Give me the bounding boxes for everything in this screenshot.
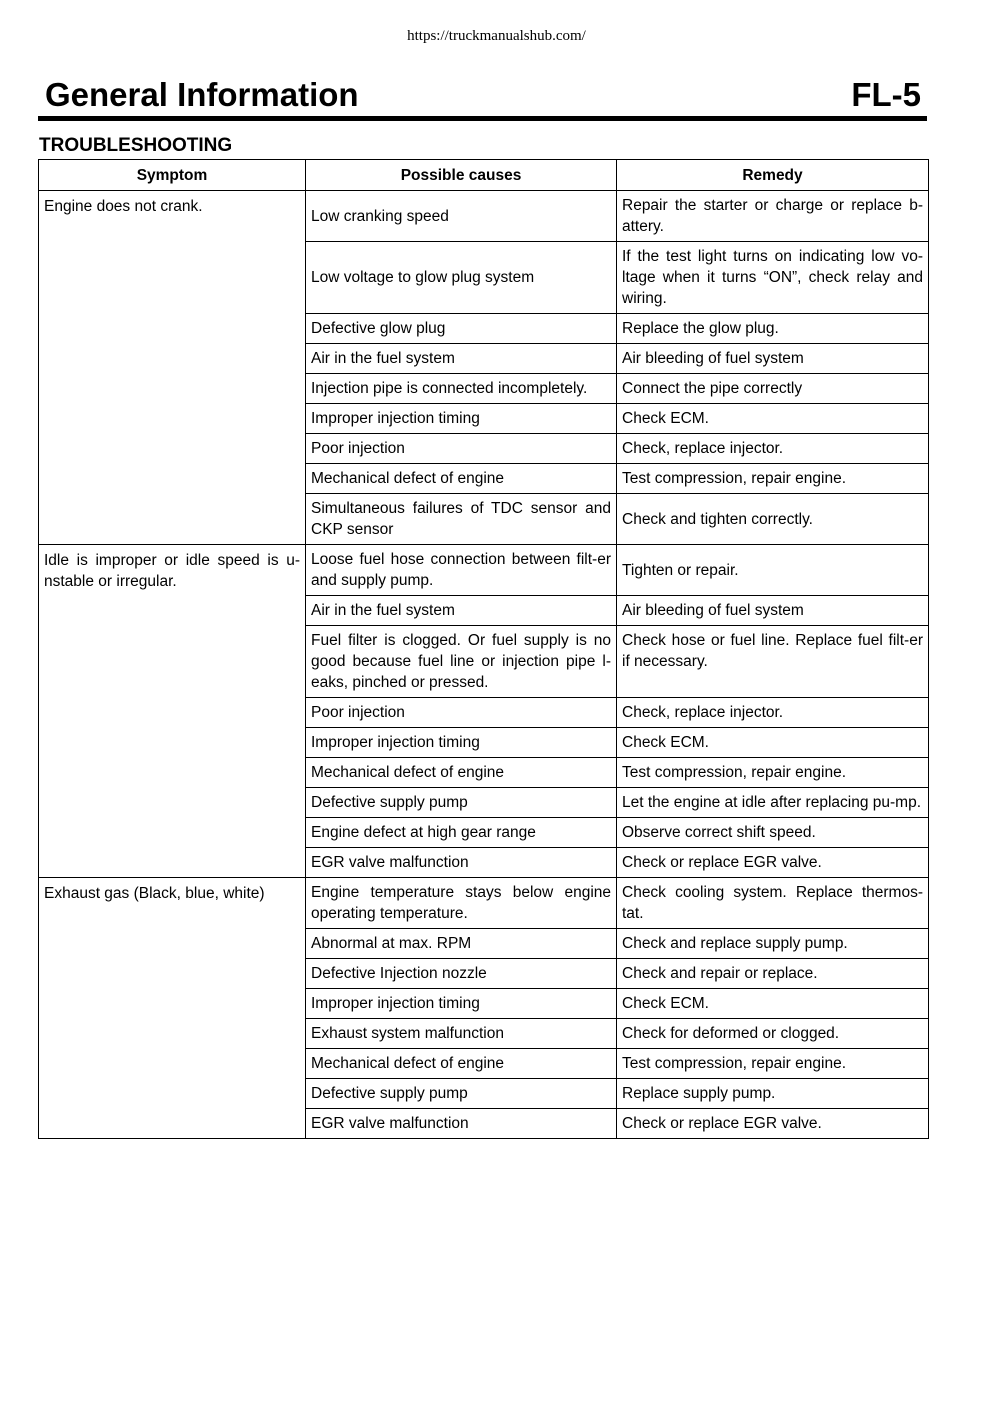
cause-cell: Fuel filter is clogged. Or fuel supply is no good because fuel line or injection pipe l-eaks, pinched or pressed. [306, 626, 617, 698]
cause-cell: Simultaneous failures of TDC sensor and CKP sensor [306, 494, 617, 545]
remedy-cell: Check and tighten correctly. [617, 494, 929, 545]
remedy-cell: Check and repair or replace. [617, 959, 929, 989]
cause-cell: EGR valve malfunction [306, 1109, 617, 1139]
remedy-cell: Check for deformed or clogged. [617, 1019, 929, 1049]
cause-cell: Defective supply pump [306, 788, 617, 818]
remedy-cell: Air bleeding of fuel system [617, 344, 929, 374]
symptom-cell: Idle is improper or idle speed is u-nstable or irregular. [39, 545, 306, 878]
cause-cell: Low cranking speed [306, 191, 617, 242]
table-header-row [39, 160, 929, 191]
table-row [39, 545, 929, 596]
remedy-cell: Air bleeding of fuel system [617, 596, 929, 626]
remedy-cell: Observe correct shift speed. [617, 818, 929, 848]
cause-cell: Injection pipe is connected incompletely. [306, 374, 617, 404]
remedy-cell: Tighten or repair. [617, 545, 929, 596]
remedy-cell: Check, replace injector. [617, 698, 929, 728]
cause-cell: Poor injection [306, 698, 617, 728]
page-code: FL-5 [851, 76, 921, 113]
header-rule [38, 116, 927, 121]
cause-cell: Improper injection timing [306, 989, 617, 1019]
remedy-cell: Check hose or fuel line. Replace fuel filt-er if necessary. [617, 626, 929, 698]
symptom-cell: Exhaust gas (Black, blue, white) [39, 878, 306, 1139]
cause-cell: Loose fuel hose connection between filt-er and supply pump. [306, 545, 617, 596]
remedy-cell: Repair the starter or charge or replace b-attery. [617, 191, 929, 242]
cause-cell: Defective glow plug [306, 314, 617, 344]
cause-cell: Low voltage to glow plug system [306, 242, 617, 314]
cause-cell: Exhaust system malfunction [306, 1019, 617, 1049]
cause-cell: Improper injection timing [306, 728, 617, 758]
cause-cell: Defective supply pump [306, 1079, 617, 1109]
remedy-cell: Replace supply pump. [617, 1079, 929, 1109]
remedy-cell: Check ECM. [617, 989, 929, 1019]
page-header [45, 74, 921, 116]
remedy-cell: Replace the glow plug. [617, 314, 929, 344]
cause-cell: Poor injection [306, 434, 617, 464]
table-row [39, 878, 929, 929]
cause-cell: Defective Injection nozzle [306, 959, 617, 989]
remedy-cell: If the test light turns on indicating low vo-ltage when it turns “ON”, check relay and wiring. [617, 242, 929, 314]
remedy-cell: Check or replace EGR valve. [617, 848, 929, 878]
remedy-cell: Check and replace supply pump. [617, 929, 929, 959]
cause-cell: Air in the fuel system [306, 344, 617, 374]
table-body [39, 191, 929, 1139]
remedy-cell: Test compression, repair engine. [617, 464, 929, 494]
remedy-cell: Check, replace injector. [617, 434, 929, 464]
remedy-cell: Check cooling system. Replace thermos-tat. [617, 878, 929, 929]
remedy-cell: Test compression, repair engine. [617, 758, 929, 788]
header-symptom: Symptom [39, 160, 306, 191]
cause-cell: Mechanical defect of engine [306, 758, 617, 788]
symptom-cell: Engine does not crank. [39, 191, 306, 545]
page-title: General Information [45, 76, 359, 113]
remedy-cell: Check ECM. [617, 404, 929, 434]
remedy-cell: Let the engine at idle after replacing pu-mp. [617, 788, 929, 818]
cause-cell: Mechanical defect of engine [306, 1049, 617, 1079]
troubleshooting-table [38, 159, 929, 1139]
cause-cell: Mechanical defect of engine [306, 464, 617, 494]
table-row [39, 191, 929, 242]
cause-cell: Engine temperature stays below engine operating temperature. [306, 878, 617, 929]
remedy-cell: Connect the pipe correctly [617, 374, 929, 404]
remedy-cell: Check ECM. [617, 728, 929, 758]
section-title: TROUBLESHOOTING [39, 135, 233, 156]
cause-cell: Improper injection timing [306, 404, 617, 434]
cause-cell: Engine defect at high gear range [306, 818, 617, 848]
remedy-cell: Check or replace EGR valve. [617, 1109, 929, 1139]
header-remedy: Remedy [617, 160, 929, 191]
header-possible-causes: Possible causes [306, 160, 617, 191]
cause-cell: Abnormal at max. RPM [306, 929, 617, 959]
source-url: https://truckmanualshub.com/ [407, 28, 586, 44]
cause-cell: Air in the fuel system [306, 596, 617, 626]
cause-cell: EGR valve malfunction [306, 848, 617, 878]
remedy-cell: Test compression, repair engine. [617, 1049, 929, 1079]
